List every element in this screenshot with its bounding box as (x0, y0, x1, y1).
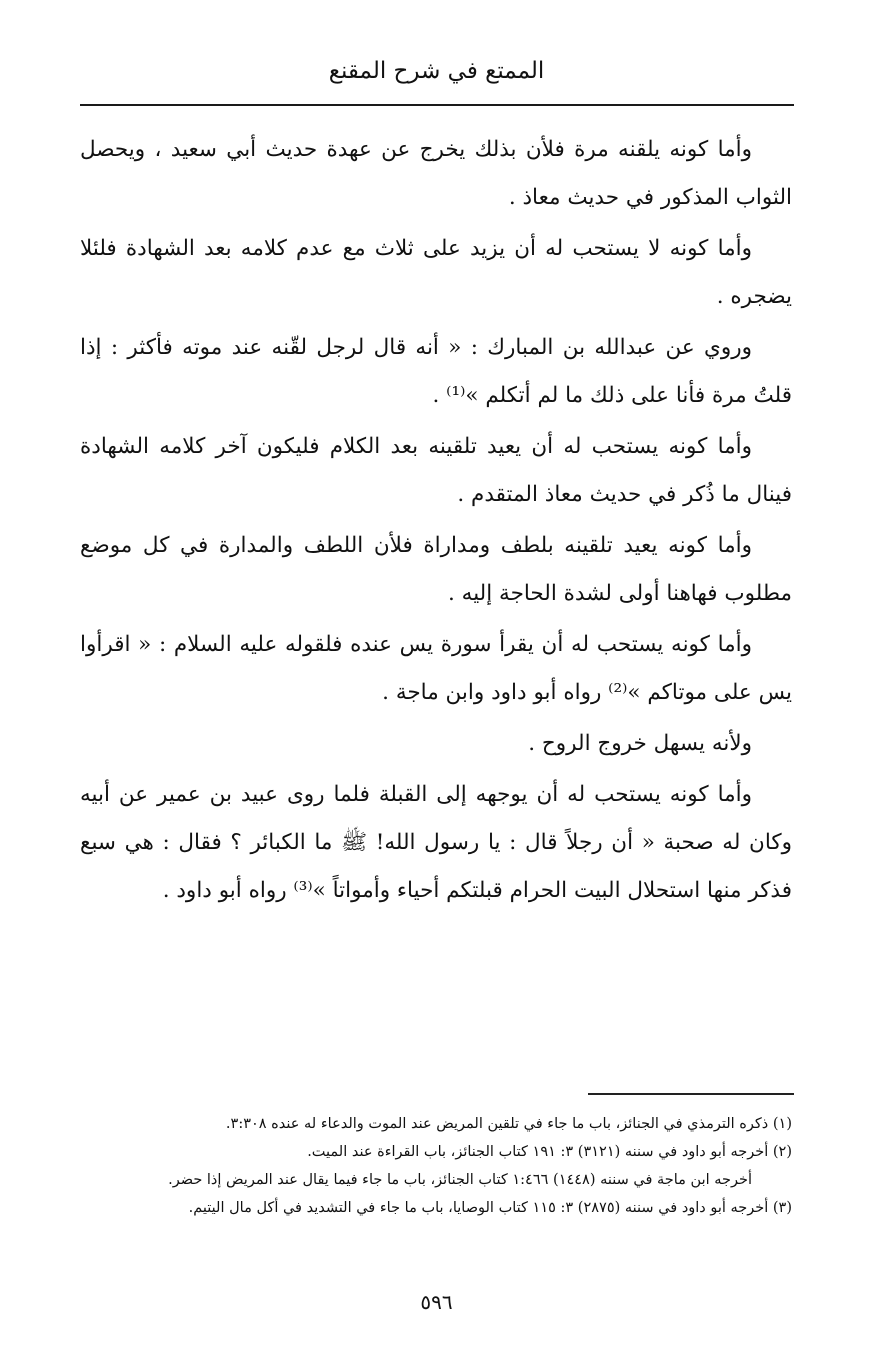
footnote: (٢) أخرجه أبو داود في سننه (٣١٢١) ٣: ١٩١ كتاب الجنائز، باب القراءة عند الميت. (307, 1144, 792, 1160)
running-header-title: الممتع في شرح المقنع (328, 58, 545, 84)
paragraph: وأما كونه يعيد تلقينه بلطف ومداراة فلأن اللطف والمدارة في كل موضع مطلوب فهاهنا أولى لشدة الحاجة إليه . (80, 533, 792, 606)
header-divider (80, 104, 794, 106)
footnote-continuation: أخرجه ابن ماجة في سننه (١٤٤٨) ١:٤٦٦ كتاب الجنائز، باب ما جاء فيما يقال عند المريض إذا حضر. (168, 1172, 752, 1188)
footnotes (80, 1110, 792, 1222)
paragraph: ولأنه يسهل خروج الروح . (528, 731, 752, 756)
paragraph: وأما كونه يلقنه مرة فلأن بذلك يخرج عن عهدة حديث أبي سعيد ، ويحصل الثواب المذكور في حديث معاذ . (80, 137, 792, 210)
footnote: (١) ذكره الترمذي في الجنائز، باب ما جاء في تلقين المريض عند الموت والدعاء له عنده ٣:٣٠٨. (225, 1116, 792, 1132)
paragraph: وروي عن عبدالله بن المبارك : « أنه قال لرجل لقّنه عند موته فأكثر : إذا قلتُ مرة فأنا على ذلك ما لم أتكلم »⁽¹⁾ . (80, 335, 792, 408)
page-number: ٥٩٦ (420, 1290, 453, 1314)
paragraph: وأما كونه يستحب له أن يعيد تلقينه بعد الكلام فليكون آخر كلامه الشهادة فينال ما ذُكر في حديث معاذ المتقدم . (80, 434, 792, 507)
footnote: (٣) أخرجه أبو داود في سننه (٢٨٧٥) ٣: ١١٥ كتاب الوصايا، باب ما جاء في التشديد في أكل مال اليتيم. (188, 1200, 792, 1216)
footnote-divider (588, 1093, 794, 1095)
paragraph: وأما كونه يستحب له أن يوجهه إلى القبلة فلما روى عبيد بن عمير عن أبيه وكان له صحبة « أن رجلاً قال : يا رسول الله! ﷺ ما الكبائر ؟ فقال : هي سبع فذكر منها استحلال البيت الحرام قبلتكم أحياء وأمواتاً »⁽³⁾ رواه أبو داود . (80, 782, 792, 903)
main-text (80, 126, 792, 918)
paragraph: وأما كونه يستحب له أن يقرأ سورة يس عنده فلقوله عليه السلام : « اقرأوا يس على موتاكم »⁽²⁾ رواه أبو داود وابن ماجة . (80, 632, 792, 705)
paragraph: وأما كونه لا يستحب له أن يزيد على ثلاث مع عدم كلامه بعد الشهادة فلئلا يضجره . (80, 236, 792, 309)
